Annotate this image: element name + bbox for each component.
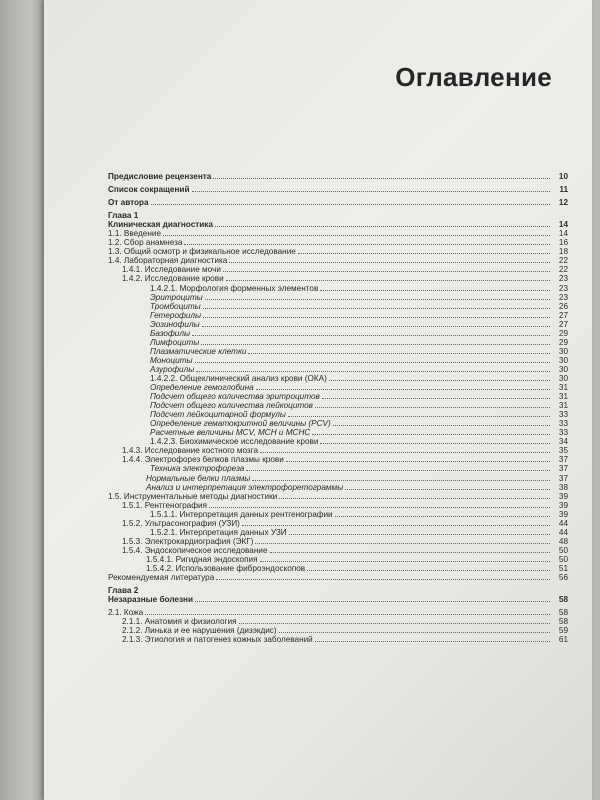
- toc-entry: [108, 274, 568, 283]
- dot-leader: [329, 380, 550, 381]
- toc-page-number: 14: [558, 220, 568, 230]
- toc-entry: [108, 185, 568, 194]
- dot-leader: [298, 253, 550, 254]
- toc-entry: [108, 220, 568, 229]
- toc-entry: [108, 229, 568, 238]
- toc-page-number: 37: [558, 473, 568, 483]
- toc-entry: [108, 437, 568, 446]
- toc-page-number: 23: [558, 283, 568, 293]
- dot-leader: [260, 561, 550, 562]
- dot-leader: [315, 407, 550, 408]
- dot-leader: [192, 191, 551, 192]
- toc-entry: [108, 492, 568, 501]
- toc-entry-title: 1.4.2. Исследование крови: [122, 274, 224, 284]
- toc-entry: [108, 537, 568, 546]
- dot-leader: [246, 470, 550, 471]
- dot-leader: [201, 344, 550, 345]
- toc-entry: [108, 265, 568, 274]
- toc-entry-title: Определение гемоглобина: [150, 383, 254, 393]
- toc-entry: [108, 356, 568, 365]
- toc-page-number: 31: [558, 401, 568, 411]
- toc-entry: [108, 555, 568, 564]
- toc-entry: [108, 338, 568, 347]
- toc-page-number: 18: [558, 247, 568, 257]
- toc-entry: [108, 347, 568, 356]
- dot-leader: [335, 516, 550, 517]
- toc-entry: [108, 564, 568, 573]
- toc-entry-title: Глава 1: [108, 211, 139, 221]
- toc-entry: [108, 519, 568, 528]
- toc-page-number: 31: [558, 392, 568, 402]
- toc-entry-title: 1.4.1. Исследование мочи: [122, 265, 221, 275]
- toc-entry-title: Моноциты: [150, 355, 193, 365]
- toc-entry: [108, 573, 568, 582]
- dot-leader: [255, 543, 550, 544]
- toc-page-number: 29: [558, 328, 568, 338]
- toc-entry: [108, 284, 568, 293]
- dot-leader: [184, 244, 550, 245]
- toc-page-number: 48: [558, 536, 568, 546]
- toc-page-number: 56: [558, 573, 568, 583]
- dot-leader: [289, 534, 550, 535]
- toc-page-number: 23: [558, 292, 568, 302]
- toc-entry-title: 1.2. Сбор анамнеза: [108, 238, 183, 248]
- dot-leader: [213, 178, 550, 179]
- dot-leader: [209, 507, 550, 508]
- toc-entry-title: Тромбоциты: [150, 301, 201, 311]
- toc-page-number: 58: [558, 617, 568, 627]
- toc-entry-title: Техника электрофореза: [150, 464, 245, 474]
- toc-entry: [108, 586, 568, 595]
- dot-leader: [192, 335, 550, 336]
- toc-entry-title: Подсчет общего количества эритроцитов: [150, 392, 320, 402]
- dot-leader: [163, 235, 550, 236]
- toc-page-number: 58: [558, 608, 568, 618]
- toc-entry-title: 2.1.2. Линька и ее нарушения (дизэкдис): [122, 626, 277, 636]
- toc-entry: [108, 256, 568, 265]
- dot-leader: [270, 552, 551, 553]
- toc-page-number: 34: [558, 437, 568, 447]
- toc-entry-title: Клиническая диагностика: [108, 220, 213, 230]
- toc-entry: [108, 198, 568, 207]
- toc-entry-title: Эозинофилы: [150, 319, 200, 329]
- dot-leader: [205, 299, 550, 300]
- toc-entry-title: 1.4.4. Электрофорез белков плазмы крови: [122, 455, 284, 465]
- toc-page-number: 22: [558, 256, 568, 266]
- toc-entry-title: 1.3. Общий осмотр и физикальное исследование: [108, 247, 296, 257]
- toc-entry-title: 1.5.2.1. Интерпретация данных УЗИ: [150, 527, 287, 537]
- toc-entry-title: Подсчет общего количества лейкоцитов: [150, 401, 313, 411]
- toc-page-number: 31: [558, 383, 568, 393]
- toc-entry: [108, 626, 568, 635]
- toc-entry: [108, 374, 568, 383]
- toc-entry-title: 1.5. Инструментальные методы диагностики: [108, 491, 278, 501]
- book-gutter: [0, 0, 44, 800]
- toc-page-number: 30: [558, 355, 568, 365]
- toc-entry: [108, 320, 568, 329]
- toc-entry-title: 1.5.4.2. Использование фиброэндоскопов: [146, 563, 306, 573]
- toc-entry: [108, 617, 568, 626]
- toc-page-number: 23: [558, 274, 568, 284]
- dot-leader: [242, 525, 550, 526]
- toc-entry-title: 1.4.2.1. Морфология форменных элементов: [150, 283, 319, 293]
- toc-entry-title: Определение гематокритной величины (PCV): [150, 419, 331, 429]
- dot-leader: [216, 579, 550, 580]
- dot-leader: [312, 434, 550, 435]
- toc-page-number: 50: [558, 554, 568, 564]
- toc-page-number: 33: [558, 419, 568, 429]
- toc-entry: [108, 383, 568, 392]
- dot-leader: [345, 489, 550, 490]
- toc-entry: [108, 501, 568, 510]
- toc-entry: [108, 595, 568, 604]
- toc-entry: [108, 428, 568, 437]
- toc-page-number: 10: [558, 172, 568, 181]
- toc-page-number: 12: [558, 198, 568, 208]
- toc-entry: [108, 483, 568, 492]
- toc-entry: [108, 419, 568, 428]
- dot-leader: [307, 570, 550, 571]
- dot-leader: [145, 614, 550, 615]
- toc-entry-title: 1.5.4.1. Ригидная эндоскопия: [146, 554, 258, 564]
- toc-entry: [108, 311, 568, 320]
- toc-page-number: 30: [558, 364, 568, 374]
- dot-leader: [333, 425, 550, 426]
- toc-entry-title: 1.5.1.1. Интерпретация данных рентгенографии: [150, 509, 333, 519]
- dot-leader: [256, 389, 550, 390]
- toc-entry-title: Нормальные белки плазмы: [146, 473, 251, 483]
- dot-leader: [202, 326, 550, 327]
- toc-entry-title: 1.5.1. Рентгенография: [122, 500, 207, 510]
- toc-page-number: 61: [558, 635, 568, 645]
- toc-entry: [108, 635, 568, 644]
- dot-leader: [315, 641, 550, 642]
- dot-leader: [320, 443, 550, 444]
- dot-leader: [252, 480, 550, 481]
- toc-entry-title: От автора: [108, 198, 149, 208]
- toc-entry-title: 2.1.1. Анатомия и физиология: [122, 617, 237, 627]
- toc-page-number: 33: [558, 428, 568, 438]
- toc-entry-title: Предисловие рецензента: [108, 172, 212, 181]
- toc-entry-title: Плазматические клетки: [150, 346, 247, 356]
- toc-page-number: 37: [558, 455, 568, 465]
- dot-leader: [151, 204, 550, 205]
- toc-entry: [108, 474, 568, 483]
- toc-entry: [108, 528, 568, 537]
- dot-leader: [196, 371, 550, 372]
- toc-entry: [108, 392, 568, 401]
- dot-leader: [286, 461, 550, 462]
- toc-entry: [108, 401, 568, 410]
- dot-leader: [248, 353, 550, 354]
- toc-entry: [108, 238, 568, 247]
- toc-page-number: 39: [558, 491, 568, 501]
- table-of-contents: [108, 172, 568, 644]
- toc-entry-title: Рекомендуемая литература: [108, 573, 215, 583]
- toc-page-number: 30: [558, 373, 568, 383]
- toc-entry-title: 1.4.2.3. Биохимическое исследование крови: [150, 437, 319, 447]
- toc-page-number: 29: [558, 337, 568, 347]
- toc-entry-title: Незаразные болезни: [108, 595, 194, 605]
- dot-leader: [195, 601, 550, 602]
- toc-page-number: 26: [558, 301, 568, 311]
- toc-entry-title: Базофилы: [150, 328, 191, 338]
- toc-page-number: 33: [558, 410, 568, 420]
- toc-entry-title: Азурофилы: [150, 364, 195, 374]
- toc-page-number: 50: [558, 545, 568, 555]
- toc-page-number: 30: [558, 346, 568, 356]
- toc-entry-title: 1.4. Лабораторная диагностика: [108, 256, 228, 266]
- toc-entry-title: 1.5.2. Ультрасонография (УЗИ): [122, 518, 240, 528]
- toc-entry: [108, 172, 568, 181]
- toc-entry-title: Подсчет лейкоцитарной формулы: [150, 410, 286, 420]
- toc-page-number: 22: [558, 265, 568, 275]
- dot-leader: [279, 632, 550, 633]
- toc-page-number: 27: [558, 310, 568, 320]
- toc-entry: [108, 365, 568, 374]
- dot-leader: [320, 290, 550, 291]
- toc-entry: [108, 211, 568, 220]
- dot-leader: [203, 308, 550, 309]
- toc-entry-title: 2.1.3. Этиология и патогенез кожных заболеваний: [122, 635, 313, 645]
- toc-entry-title: 1.5.3. Электрокардиография (ЭКГ): [122, 536, 254, 546]
- toc-entry-title: Анализ и интерпретация электрофоретограммы: [146, 482, 344, 492]
- toc-entry: [108, 293, 568, 302]
- toc-entry: [108, 546, 568, 555]
- toc-page-number: 27: [558, 319, 568, 329]
- toc-page-number: 35: [558, 446, 568, 456]
- dot-leader: [195, 362, 550, 363]
- dot-leader: [260, 452, 550, 453]
- toc-page-number: 16: [558, 238, 568, 248]
- toc-entry-title: 2.1. Кожа: [108, 608, 144, 618]
- dot-leader: [215, 226, 550, 227]
- toc-entry: [108, 329, 568, 338]
- toc-entry-title: Эритроциты: [150, 292, 203, 302]
- toc-entry: [108, 446, 568, 455]
- dot-leader: [288, 416, 550, 417]
- toc-entry-title: 1.4.2.2. Общеклинический анализ крови (ОКА): [150, 373, 327, 383]
- toc-entry-title: Расчетные величины MCV, MCH и MCHC: [150, 428, 311, 438]
- toc-page-number: 44: [558, 527, 568, 537]
- toc-page-number: 14: [558, 229, 568, 239]
- toc-entry-title: 1.5.4. Эндоскопическое исследование: [122, 545, 268, 555]
- toc-page-number: 44: [558, 518, 568, 528]
- toc-entry: [108, 410, 568, 419]
- toc-entry: [108, 608, 568, 617]
- toc-entry: [108, 510, 568, 519]
- toc-page-number: 39: [558, 509, 568, 519]
- toc-page-number: 38: [558, 482, 568, 492]
- dot-leader: [223, 271, 550, 272]
- toc-entry-title: 1.1. Введение: [108, 229, 162, 239]
- toc-entry: [108, 302, 568, 311]
- dot-leader: [203, 317, 550, 318]
- toc-page-number: 59: [558, 626, 568, 636]
- toc-entry: [108, 247, 568, 256]
- dot-leader: [226, 280, 550, 281]
- dot-leader: [279, 498, 550, 499]
- dot-leader: [239, 623, 550, 624]
- toc-entry-title: Глава 2: [108, 586, 139, 596]
- toc-entry-title: Лимфоциты: [150, 337, 200, 347]
- toc-page-number: 37: [558, 464, 568, 474]
- dot-leader: [322, 398, 550, 399]
- page-title: Оглавление: [395, 62, 552, 92]
- toc-entry-title: Гетерофилы: [150, 310, 202, 320]
- toc-entry-title: Список сокращений: [108, 185, 190, 195]
- toc-entry: [108, 464, 568, 473]
- toc-entry: [108, 455, 568, 464]
- toc-page-number: 51: [558, 563, 568, 573]
- toc-page-number: 58: [558, 595, 568, 605]
- toc-entry-title: 1.4.3. Исследование костного мозга: [122, 446, 259, 456]
- toc-page-number: 39: [558, 500, 568, 510]
- toc-page-number: 11: [559, 185, 568, 195]
- dot-leader: [229, 262, 550, 263]
